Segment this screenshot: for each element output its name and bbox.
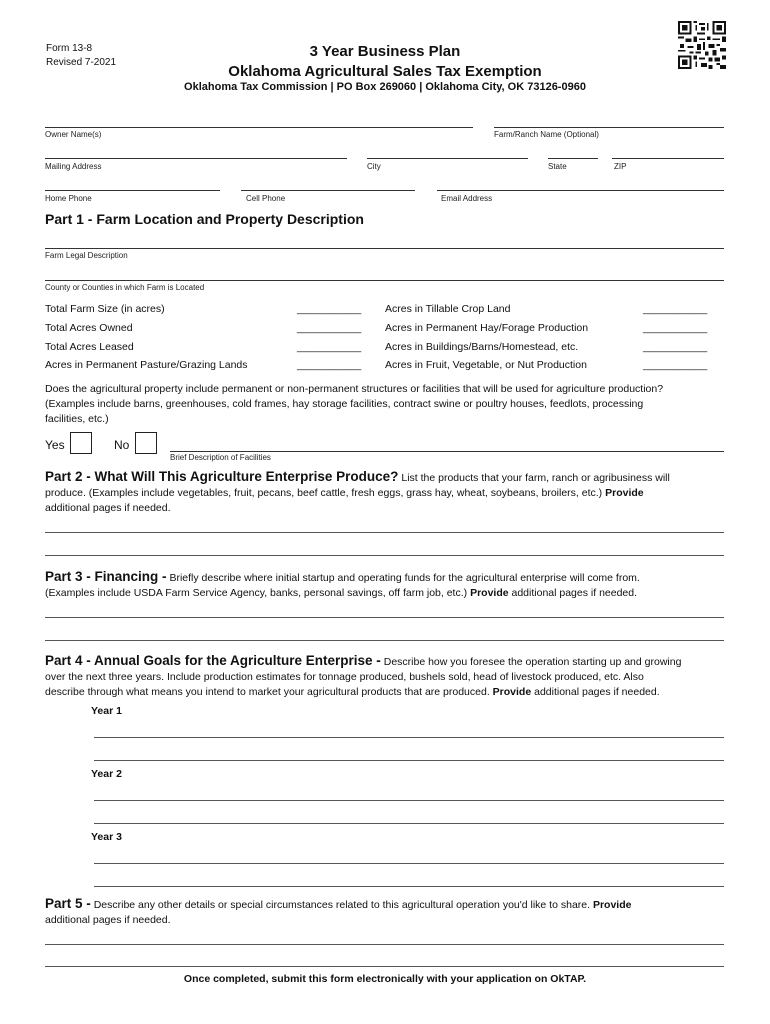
- county-field[interactable]: [45, 280, 724, 281]
- part2-line3: additional pages if needed.: [45, 502, 171, 514]
- farm-name-field[interactable]: [494, 127, 724, 128]
- part5-line1: Describe any other details or special circumstances related to this agricultural operation you'd like to share.: [93, 899, 591, 911]
- form-number: Form 13-8: [46, 43, 93, 54]
- part4-text: [45, 653, 735, 700]
- fruit-vegetable-acres-label: Acres in Fruit, Vegetable, or Nut Production: [385, 359, 587, 371]
- tillable-acres-field[interactable]: ___________: [643, 303, 708, 315]
- form-title: 3 Year Business Plan: [309, 43, 461, 60]
- year3-answer-line-1[interactable]: [94, 863, 724, 864]
- part4-line3: describe through what means you intend to market your agricultural products that are produced.: [45, 686, 490, 698]
- part4-provide: Provide: [492, 686, 532, 698]
- year2-label: Year 2: [91, 768, 122, 780]
- email-label: Email Address: [441, 194, 493, 203]
- part5-line2: additional pages if needed.: [45, 914, 171, 926]
- tillable-acres-label: Acres in Tillable Crop Land: [385, 303, 511, 315]
- cell-phone-label: Cell Phone: [246, 194, 286, 203]
- year1-label: Year 1: [91, 705, 122, 717]
- total-farm-size-field[interactable]: ___________: [297, 303, 362, 315]
- city-label: City: [367, 162, 381, 171]
- year1-answer-line-1[interactable]: [94, 737, 724, 738]
- hay-forage-acres-field[interactable]: ___________: [643, 322, 708, 334]
- pasture-acres-label: Acres in Permanent Pasture/Grazing Lands: [45, 359, 248, 371]
- part3-provide: Provide: [470, 587, 509, 599]
- part2-line1: List the products that your farm, ranch or agribusiness will: [401, 472, 670, 484]
- part3-answer-line-2[interactable]: [45, 640, 724, 641]
- part5-answer-line-1[interactable]: [45, 944, 724, 945]
- total-acres-leased-label: Total Acres Leased: [45, 341, 134, 353]
- part4-heading: Part 4 - Annual Goals for the Agriculture Enterprise -: [45, 653, 381, 668]
- footer-instruction: Once completed, submit this form electronically with your application on OkTAP.: [183, 973, 587, 985]
- structures-question-line3: facilities, etc.): [45, 413, 109, 425]
- city-field[interactable]: [367, 158, 528, 159]
- hay-forage-acres-label: Acres in Permanent Hay/Forage Production: [385, 322, 589, 334]
- total-acres-owned-label: Total Acres Owned: [45, 322, 133, 334]
- state-label: State: [548, 162, 567, 171]
- part3-line2: (Examples include USDA Farm Service Agency, banks, personal savings, off farm job, etc.): [45, 587, 468, 599]
- part3-line2b: additional pages if needed.: [511, 587, 638, 599]
- cell-phone-field[interactable]: [241, 190, 415, 191]
- part4-line1: Describe how you foresee the operation starting up and growing: [383, 656, 682, 668]
- part2-text: [45, 469, 735, 516]
- structures-question-line1: Does the agricultural property include permanent or non-permanent structures or facilities that will be used for agriculture production?: [45, 383, 664, 395]
- part5-provide: Provide: [592, 899, 632, 911]
- part2-provide: Provide: [605, 487, 644, 499]
- zip-field[interactable]: [612, 158, 724, 159]
- year2-answer-line-1[interactable]: [94, 800, 724, 801]
- mailing-address-label: Mailing Address: [45, 162, 102, 171]
- part4-line3b: additional pages if needed.: [534, 686, 660, 698]
- total-acres-owned-field[interactable]: ___________: [297, 322, 362, 334]
- owner-name-field[interactable]: [45, 127, 473, 128]
- year2-answer-line-2[interactable]: [94, 823, 724, 824]
- total-acres-leased-field[interactable]: ___________: [297, 341, 362, 353]
- form-subtitle: Oklahoma Agricultural Sales Tax Exemption: [228, 63, 542, 80]
- zip-label: ZIP: [614, 162, 627, 171]
- county-label: County or Counties in which Farm is Located: [45, 283, 205, 292]
- yes-checkbox[interactable]: [70, 432, 92, 454]
- agency-address: Oklahoma Tax Commission | PO Box 269060 | Oklahoma City, OK 73126-0960: [184, 81, 586, 93]
- home-phone-label: Home Phone: [45, 194, 92, 203]
- part1-heading: Part 1 - Farm Location and Property Description: [45, 211, 364, 227]
- yes-label: Yes: [45, 438, 65, 452]
- revision-date: Revised 7-2021: [46, 57, 117, 68]
- part2-line2: produce. (Examples include vegetables, fruit, pecans, beef cattle, fresh eggs, grass hay, wheat, soybeans, broilers, etc.): [45, 487, 603, 499]
- part3-text: [45, 569, 735, 601]
- buildings-acres-field[interactable]: ___________: [643, 341, 708, 353]
- qr-code: [678, 20, 726, 70]
- part4-line2: over the next three years. Include production estimates for tonnage produced, bushels sold, head of livestock produced, etc. Also: [45, 671, 644, 683]
- year3-answer-line-2[interactable]: [94, 886, 724, 887]
- mailing-address-field[interactable]: [45, 158, 347, 159]
- part3-line1: Briefly describe where initial startup and operating funds for the agricultural enterprise will come from.: [169, 572, 640, 584]
- year3-label: Year 3: [91, 831, 122, 843]
- facilities-description-label: Brief Description of Facilities: [170, 453, 271, 462]
- part2-answer-line-1[interactable]: [45, 532, 724, 533]
- part2-answer-line-2[interactable]: [45, 555, 724, 556]
- owner-name-label: Owner Name(s): [45, 130, 102, 139]
- part3-heading: Part 3 - Financing -: [45, 569, 167, 584]
- part3-answer-line-1[interactable]: [45, 617, 724, 618]
- farm-name-label: Farm/Ranch Name (Optional): [494, 130, 599, 139]
- farm-legal-description-field[interactable]: [45, 248, 724, 249]
- part5-heading: Part 5 -: [45, 896, 91, 911]
- no-label: No: [114, 438, 130, 452]
- part2-heading: Part 2 - What Will This Agriculture Enterprise Produce?: [45, 469, 399, 484]
- part5-text: [45, 896, 735, 928]
- buildings-acres-label: Acres in Buildings/Barns/Homestead, etc.: [385, 341, 579, 353]
- state-field[interactable]: [548, 158, 598, 159]
- farm-legal-description-label: Farm Legal Description: [45, 251, 128, 260]
- no-checkbox[interactable]: [135, 432, 157, 454]
- email-field[interactable]: [437, 190, 724, 191]
- facilities-description-field[interactable]: [170, 451, 724, 452]
- total-farm-size-label: Total Farm Size (in acres): [45, 303, 165, 315]
- year1-answer-line-2[interactable]: [94, 760, 724, 761]
- structures-question-line2: (Examples include barns, greenhouses, cold frames, hay storage facilities, contract swine or poultry houses, feedlots, processing: [45, 398, 644, 410]
- part5-answer-line-2[interactable]: [45, 966, 724, 967]
- fruit-vegetable-acres-field[interactable]: ___________: [643, 359, 708, 371]
- pasture-acres-field[interactable]: ___________: [297, 359, 362, 371]
- home-phone-field[interactable]: [45, 190, 220, 191]
